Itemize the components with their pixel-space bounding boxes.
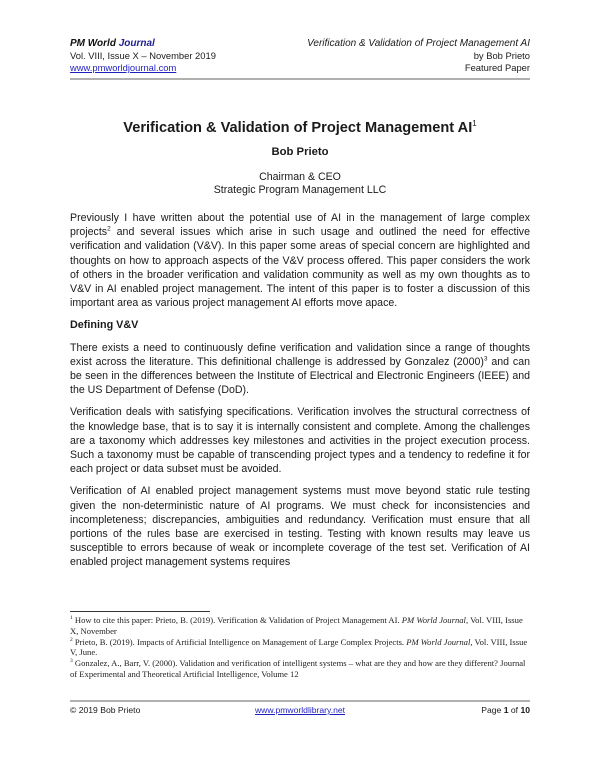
paper-type: Featured Paper	[464, 62, 530, 73]
journal-title-journal: Journal	[118, 38, 155, 49]
body-text	[70, 211, 530, 578]
library-website-link[interactable]: www.pmworldlibrary.net	[254, 705, 346, 715]
footnote-text: How to cite this paper: Prieto, B. (2019). Verification & Validation of Project Management AI.	[72, 615, 402, 625]
of-label: of	[508, 705, 521, 715]
footnote-text: , Vol. VIII, Issue X, November	[70, 615, 523, 636]
footnote	[70, 615, 530, 637]
footnote-divider	[70, 611, 210, 612]
footer-divider	[70, 700, 530, 702]
paragraph: Verification of AI enabled project management systems must move beyond static rule testing given the non-deterministic nature of AI programs. We must check for inconsistencies and incompleteness; discrepancies, ambiguities and redundancy. Verification must ensure that all portions of the rules base are exercised in testing. Testing with known results may leave us susceptible to errors because of weak or incomplete coverage of the test set. Verification of AI enabled project management systems requires	[70, 485, 530, 569]
footnote-number: 1	[70, 615, 73, 622]
author-role: Chairman & CEO	[259, 171, 341, 183]
affiliation	[0, 171, 600, 197]
copyright: © 2019 Bob Prieto	[70, 705, 141, 715]
current-page: 1	[503, 705, 509, 715]
paragraph-text: and can be seen in the differences between the Institute of Electrical and Electronic Engineers (IEEE) and the US Department of Defense (DoD).	[70, 355, 530, 397]
footnote	[70, 637, 530, 659]
footnote-journal: PM World Journal	[406, 636, 471, 647]
author-org: Strategic Program Management LLC	[213, 184, 387, 196]
paragraph	[70, 341, 530, 398]
footnote-text: , Vol. VIII, Issue V, June.	[70, 636, 528, 658]
journal-website-link[interactable]: www.pmworldjournal.com	[70, 62, 177, 73]
journal-title-pm: PM World	[70, 38, 116, 49]
footnote-text: Gonzalez, A., Barr, V. (2000). Validation and verification of intelligent systems – what are they and how are they different? Journal of Experimental and Theoretical Artificial Intelligence, Volume 12	[70, 658, 526, 679]
issue-info: Vol. VIII, Issue X – November 2019	[70, 50, 216, 61]
page-number	[481, 705, 530, 716]
header-divider	[70, 78, 530, 80]
paper-title	[0, 120, 600, 136]
header-left	[70, 38, 216, 74]
header-right	[307, 38, 530, 74]
journal-title	[70, 38, 216, 50]
footnote-text: Prieto, B. (2019). Impacts of Artificial Intelligence on Management of Large Complex Projects.	[72, 636, 407, 647]
footnote	[70, 658, 530, 680]
total-pages: 10	[520, 705, 530, 715]
paragraph-text: Previously I have written about the potential use of AI in the management of large complex projects	[70, 212, 530, 239]
paragraph: Verification deals with satisfying specifications. Verification involves the structural correctness of the knowledge base, that is to say it is internally consistent and complete. Among the challenges are a taxonomy which addresses key milestones and activities in the project execution process. Such a taxonomy must be capable of transcending project types and a tendency to redefine it for each project or data subset must be avoided.	[70, 406, 530, 476]
paragraph-text: There exists a need to continuously define verification and validation since a range of thoughts exist across the literature. This definitional challenge is addressed by Gonzalez (2000)	[70, 341, 530, 368]
footer-center	[70, 705, 530, 716]
footnote-journal: PM World Journal	[401, 615, 466, 625]
footnote-number: 3	[70, 658, 73, 665]
footnote-ref[interactable]: 2	[107, 225, 111, 233]
running-title: Verification & Validation of Project Management AI	[307, 38, 530, 49]
header-byline: by Bob Prieto	[473, 50, 530, 61]
page-label: Page	[481, 705, 504, 715]
paragraph	[70, 211, 530, 310]
author-name: Bob Prieto	[271, 146, 329, 158]
footnotes	[70, 615, 530, 680]
section-heading: Defining V&V	[70, 319, 139, 332]
footnote-ref[interactable]: 3	[483, 355, 488, 363]
footnote-number: 2	[70, 636, 73, 643]
paper-title-text: Verification & Validation of Project Management AI	[123, 120, 473, 136]
footnote-ref[interactable]: 1	[472, 119, 477, 129]
paragraph-text: and several issues which arise in such usage and outlined the need for effective verification and validation (V&V). In this paper some areas of special concern are highlighted and thoughts on how to approach aspects of the V&V process offered. This paper considers the work of others in the broader verification and validation community as well as my own thoughts as to V&V in AI enabled project management. The intent of this paper is to foster a discussion of this important area as various project management AI efforts move apace.	[70, 226, 530, 310]
